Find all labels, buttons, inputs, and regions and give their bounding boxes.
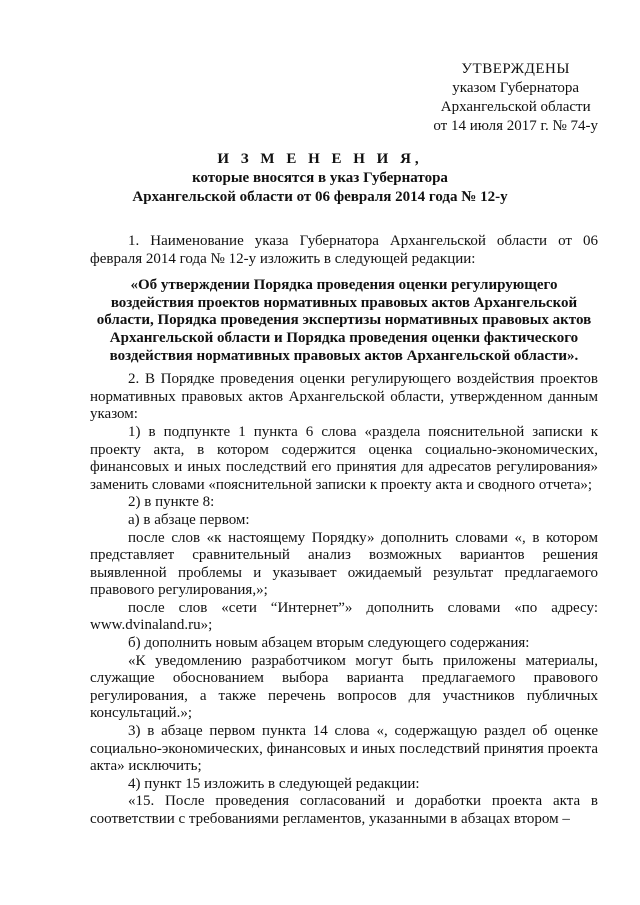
subparagraph-2-3: 3) в абзаце первом пункта 14 слова «, содержащую раздел об оценке социально-экономических, финансовых и иных последствий принятия проекта акта» исключить; — [90, 723, 598, 775]
subparagraph-2-4-1: «15. После проведения согласований и доработки проекта акта в соответствии с требованиями регламентов, указанными в абзацах втором – — [90, 793, 598, 827]
new-title-block: «Об утверждении Порядка проведения оценки регулирующего воздействия проектов нормативных правовых актов Архангельской области, Порядка проведения экспертизы нормативных правовых актов Архангельской области и Порядка проведения оценки фактического воздействия нормативных правовых актов Архангельской области». — [96, 277, 592, 364]
subparagraph-2-2-a-1: после слов «к настоящему Порядку» дополнить словами «, в котором представляет сравнительный анализ возможных вариантов решения выявленной проблемы и указывает ожидаемый результат предлагаемого правового регулирования,»; — [90, 529, 598, 599]
title-changes: И З М Е Н Е Н И Я, — [217, 151, 423, 167]
title-decree-ref: Архангельской области от 06 февраля 2014 года № 12-у — [132, 189, 508, 205]
subparagraph-2-4: 4) пункт 15 изложить в следующей редакции: — [128, 775, 420, 792]
approval-line-date: от 14 июля 2017 г. № 74-у — [433, 118, 598, 134]
paragraph-1: 1. Наименование указа Губернатора Архангельской области от 06 февраля 2014 года № 12-у изложить в следующей редакции: — [90, 233, 598, 267]
subparagraph-2-2-a: а) в абзаце первом: — [128, 511, 250, 528]
subparagraph-2-2: 2) в пункте 8: — [128, 494, 215, 511]
approval-line-region: Архангельской области — [440, 99, 591, 115]
approval-heading: УТВЕРЖДЕНЫ — [461, 61, 570, 77]
title-subline: которые вносятся в указ Губернатора — [192, 170, 448, 186]
approval-stamp — [433, 60, 598, 136]
approval-line-decree: указом Губернатора — [452, 80, 580, 96]
document-title — [60, 150, 580, 207]
subparagraph-2-2-b-1: «К уведомлению разработчиком могут быть приложены материалы, служащие обоснованием выбора варианта предлагаемого правового регулирования, а также перечень вопросов для участников публичных консультаций.»; — [90, 652, 598, 722]
paragraph-2: 2. В Порядке проведения оценки регулирующего воздействия проектов нормативных правовых актов Архангельской области, утвержденном данным указом: — [90, 371, 598, 423]
subparagraph-2-2-a-2: после слов «сети “Интернет”» дополнить словами «по адресу: www.dvinaland.ru»; — [90, 599, 598, 634]
subparagraph-2-1: 1) в подпункте 1 пункта 6 слова «раздела пояснительной записки к проекту акта, в котором содержится оценка социально-экономических, финансовых и иных последствий его принятия для адресатов регулирования» заменить словами «пояснительной записки к проекту акта и сводного отчета»; — [90, 423, 598, 493]
document-body — [90, 233, 598, 829]
subparagraph-2-2-b: б) дополнить новым абзацем вторым следующего содержания: — [128, 635, 530, 652]
